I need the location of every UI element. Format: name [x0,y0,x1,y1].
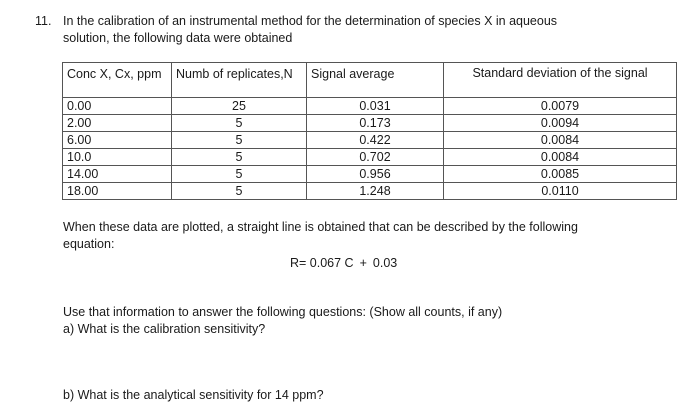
cell-replicates: 5 [172,132,307,149]
cell-replicates: 5 [172,183,307,200]
header-conc: Conc X, Cx, ppm [63,63,172,98]
cell-replicates: 5 [172,166,307,183]
cell-std-dev: 0.0084 [444,149,677,166]
cell-signal: 0.702 [307,149,444,166]
plot-line-1: When these data are plotted, a straight line is obtained that can be described by the following [63,220,578,234]
calibration-data-table [62,62,677,200]
cell-std-dev: 0.0084 [444,132,677,149]
cell-conc: 10.0 [63,149,172,166]
table-row [63,132,677,149]
cell-signal: 1.248 [307,183,444,200]
cell-std-dev: 0.0094 [444,115,677,132]
table-row [63,166,677,183]
header-signal-average: Signal average [307,63,444,98]
cell-signal: 0.031 [307,98,444,115]
cell-std-dev: 0.0085 [444,166,677,183]
header-std-dev: Standard deviation of the signal [444,63,677,98]
question-part-a: a) What is the calibration sensitivity? [63,322,266,336]
question-number: 11. [35,14,52,28]
cell-signal: 0.173 [307,115,444,132]
equation-right: 0.03 [372,256,398,270]
table-row [63,183,677,200]
header-replicates: Numb of replicates,N [172,63,307,98]
cell-std-dev: 0.0110 [444,183,677,200]
equation-left: R= 0.067 C [290,256,354,270]
cell-std-dev: 0.0079 [444,98,677,115]
cell-conc: 0.00 [63,98,172,115]
question-line-1: In the calibration of an instrumental method for the determination of species X in aqueous [63,14,558,28]
question-part-b: b) What is the analytical sensitivity for 14 ppm? [63,388,324,402]
plot-line-2: equation: [63,237,115,251]
question-line-2: solution, the following data were obtained [63,31,293,45]
table-row [63,149,677,166]
instructions: Use that information to answer the following questions: (Show all counts, if any) [63,305,503,319]
table-row [63,98,677,115]
cell-conc: 2.00 [63,115,172,132]
cell-replicates: 25 [172,98,307,115]
cell-replicates: 5 [172,115,307,132]
table-row [63,115,677,132]
cell-signal: 0.956 [307,166,444,183]
cell-conc: 14.00 [63,166,172,183]
cell-conc: 18.00 [63,183,172,200]
cell-signal: 0.422 [307,132,444,149]
cell-replicates: 5 [172,149,307,166]
table-header-row [63,63,677,98]
question-header [35,13,663,47]
calibration-equation [290,256,397,270]
equation-plus: + [359,256,367,270]
cell-conc: 6.00 [63,132,172,149]
plot-description [63,219,663,253]
